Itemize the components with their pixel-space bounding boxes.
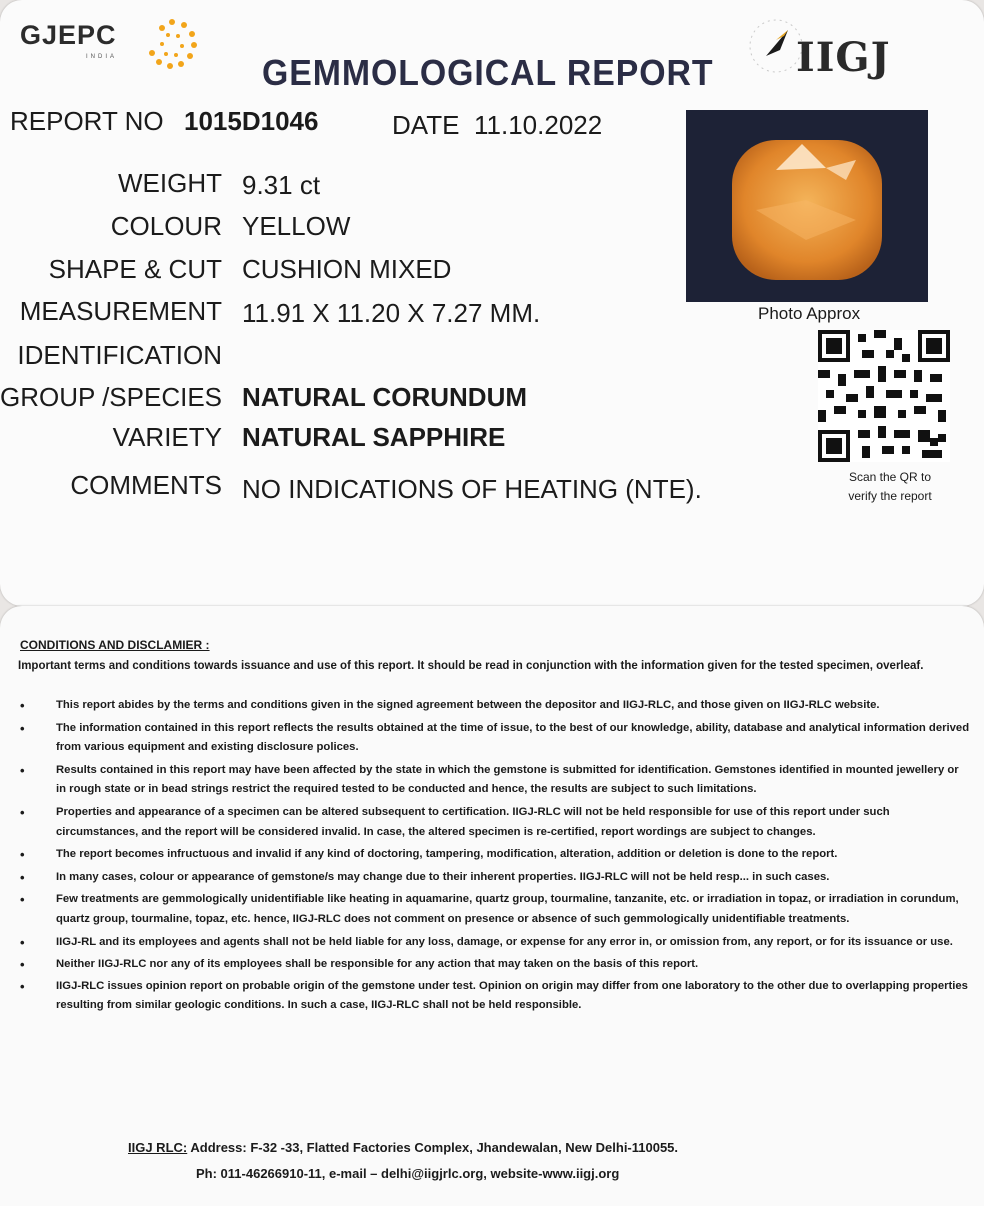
variety-label: VARIETY (112, 422, 222, 452)
list-item: • Results contained in this report may have been affected by the state in which the gemstone is submitted for identification. Gemstones identified in mounted jewellery or in rough state or in bead strings restrict the required tested to be conducted and hence, the results are subject to such limitations. (20, 762, 959, 796)
iigj-logo-text: IIGJ (796, 34, 891, 81)
identification-label: IDENTIFICATION (17, 340, 222, 370)
sun-icon (132, 14, 212, 74)
report-no-label: REPORT NO (10, 106, 164, 136)
list-item: • This report abides by the terms and conditions given in the signed agreement between the depositor and IIGJ-RLC, and those given on IIGJ-RLC website. (20, 698, 880, 713)
iigj-logo (720, 14, 920, 84)
footer-contact: Ph: 011-46266910-11, e-mail – delhi@iigjrlc.org, website-www.iigj.org (196, 1166, 620, 1181)
list-item: • The information contained in this report reflects the results obtained at the time of issue, to the best of our knowledge, ability, database and analytical information derived from various equipment and existing disclosure polices. (20, 720, 970, 754)
list-item: • IIGJ-RL and its employees and agents shall not be held liable for any loss, damage, or expense for any error in, or omission from, any report, or for its issuance or use. (20, 934, 953, 950)
colour-label: COLOUR (110, 211, 222, 241)
list-item-text: The report becomes infructuous and invalid if any kind of doctoring, tampering, modification, alteration, addition or deletion is done to the report. (56, 848, 838, 861)
shape-cut-value: CUSHION MIXED (242, 254, 452, 284)
colour-value: YELLOW (242, 211, 351, 241)
conditions-intro: Important terms and conditions towards issuance and use of this report. It should be read in conjunction with the information given for the tested specimen, overleaf. (18, 660, 924, 672)
list-item-text: This report abides by the terms and conditions given in the signed agreement between the depositor and IIGJ-RLC, and those given on IIGJ-RLC website. (56, 699, 880, 711)
gemstone-photo (686, 110, 928, 302)
list-item: • Few treatments are gemmologically unidentifiable like heating in aquamarine, quartz group, tourmaline, tanzanite, etc. or irradiation in topaz, or irradiation in corundum, quartz group, tourmaline, topaz, etc. hence, IIGJ-RLC does not comment on presence or absence of such gemmologically unidentifiable treatments. (20, 892, 959, 925)
qr-caption (830, 468, 950, 506)
list-item-text: Properties and appearance of a specimen can be altered subsequent to certification. IIGJ-RLC will not be held responsible for use of this report under such circumstances, and the report will be considered invalid. In case, the altered specimen is re-certified, report wordings are subject to changes. (56, 805, 890, 838)
qr-caption-line2: verify the report (848, 489, 932, 503)
qr-caption-line1: Scan the QR to (848, 470, 932, 484)
weight-label: WEIGHT (118, 168, 222, 198)
list-item-text: In many cases, colour or appearance of gemstone/s may change due to their inherent properties. IIGJ-RLC will not be held resp... in such cases. (56, 870, 830, 883)
footer-org: IIGJ RLC: (128, 1140, 188, 1155)
date-value: 11.10.2022 (474, 110, 603, 140)
report-title: GEMMOLOGICAL REPORT (262, 52, 714, 93)
measurement-value: 11.91 X 11.20 X 7.27 MM. (242, 298, 541, 328)
footer-address-text: Address: F-32 -33, Flatted Factories Complex, Jhandewalan, New Delhi-110055. (187, 1140, 679, 1155)
conditions-list (18, 696, 970, 1016)
variety-value: NATURAL SAPPHIRE (242, 422, 506, 452)
list-item-text: The information contained in this report reflects the results obtained at the time of issue, to the best of our knowledge, ability, database and analytical information derived from various equipment and existing disclosure polices. (56, 721, 970, 754)
list-item-text: Results contained in this report may have been affected by the state in which the gemstone is submitted for identification. Gemstones identified in mounted jewellery or in rough state or in bead strings restrict the required tested to be conducted and hence, the results are subject to such limitations. (56, 763, 959, 796)
footer-address (128, 1140, 678, 1155)
list-item: • In many cases, colour or appearance of gemstone/s may change due to their inherent properties. IIGJ-RLC will not be held resp... in such cases. (20, 869, 830, 885)
list-item-text: Neither IIGJ-RLC nor any of its employees shall be responsible for any action that may taken on the basis of this report. (56, 958, 699, 971)
date-label: DATE (392, 110, 460, 140)
group-species-value: NATURAL CORUNDUM (242, 382, 528, 412)
list-item: • IIGJ-RLC issues opinion report on probable origin of the gemstone under test. Opinion on origin may differ from one laboratory to the other due to overlapping properties resulting from similar geologic conditions. In such a case, IIGJ-RLC shall not be held responsible. (20, 978, 968, 1012)
list-item-text: IIGJ-RL and its employees and agents shall not be held liable for any loss, damage, or expense for any error in, or omission from, any report, or for its issuance or use. (56, 935, 953, 948)
group-species-label: GROUP /SPECIES (0, 382, 222, 412)
comments-value: NO INDICATIONS OF HEATING (NTE). (242, 474, 702, 504)
qr-code[interactable] (818, 330, 950, 462)
gjepc-logo-subtext: INDIA (86, 54, 118, 60)
photo-caption: Photo Approx (758, 304, 861, 323)
list-item: • Neither IIGJ-RLC nor any of its employees shall be responsible for any action that may taken on the basis of this report. (20, 957, 699, 973)
measurement-label: MEASUREMENT (19, 296, 222, 326)
list-item: • Properties and appearance of a specimen can be altered subsequent to certification. IIGJ-RLC will not be held responsible for use of this report under such circumstances, and the report will be considered invalid. In case, the altered specimen is re-certified, report wordings are subject to changes. (20, 804, 890, 838)
conditions-title: CONDITIONS AND DISCLAMIER : (20, 638, 210, 652)
list-item-text: Few treatments are gemmologically unidentifiable like heating in aquamarine, quartz group, tourmaline, tanzanite, etc. or irradiation in topaz, or irradiation in corundum, quartz group, tourmaline, topaz, etc. hence, IIGJ-RLC does not comment on presence or absence of such gemmologically unidentifiable treatments. (56, 893, 959, 925)
gjepc-logo (20, 14, 210, 74)
shape-cut-label: SHAPE & CUT (48, 254, 222, 284)
comments-label: COMMENTS (70, 470, 222, 500)
gjepc-logo-text: GJEPC (20, 20, 117, 50)
report-no-value: 1015D1046 (184, 106, 319, 136)
weight-value: 9.31 ct (242, 170, 321, 200)
list-item-text: IIGJ-RLC issues opinion report on probable origin of the gemstone under test. Opinion on origin may differ from one laboratory to the other due to overlapping properties resulting from similar geologic conditions. In such a case, IIGJ-RLC shall not be held responsible. (56, 979, 968, 1012)
list-item: • The report becomes infructuous and invalid if any kind of doctoring, tampering, modification, alteration, addition or deletion is done to the report. (20, 847, 838, 863)
